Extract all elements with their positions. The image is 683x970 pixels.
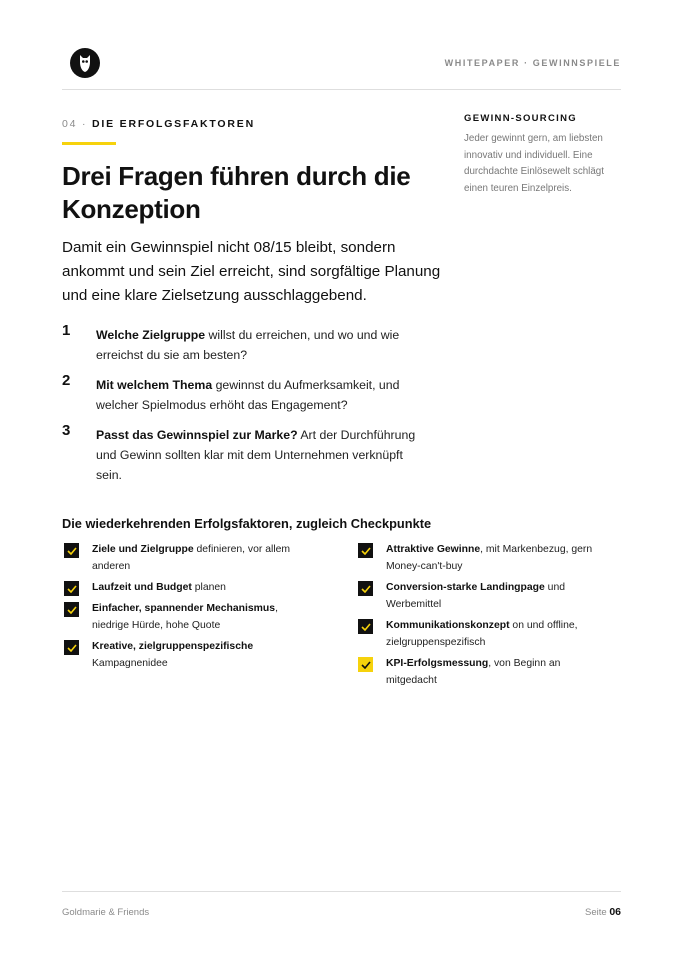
checklist-highlight: Laufzeit und Budget [92,582,192,593]
checklist-rest: definieren, vor allem anderen [92,544,291,572]
checklist-rest: , mit Markenbezug, gern Money-can't-buy [386,544,593,572]
sidebar-text: Jeder gewinnt gern, am liebsten innovativ und individuell. Eine durchdachte Einlösewelt schlägt einen teuren Einzelpreis. [464,133,604,194]
section-label [62,118,255,130]
checklist-rest: , von Beginn an mitgedacht [386,658,561,686]
checklist-text [92,600,317,634]
page-title: Drei Fragen führen durch die Konzeption [62,161,411,224]
checkbox-checked [64,602,79,617]
section-number: 04 [62,118,78,130]
question-number: 1 [62,322,71,339]
checklist-rest: on und offline, zielgruppenspezifisch [386,620,578,648]
checkmark-icon [361,661,371,669]
checklist-text [386,655,611,689]
section-separator: · [82,118,88,130]
checkmark-icon [67,585,77,593]
accent-underline [62,142,116,145]
checkbox-checked [358,543,373,558]
checklist-highlight: Einfacher, spannender Mechanismus [92,603,276,614]
question-text [96,325,422,365]
checklist-rest: und Werbemittel [386,582,566,610]
sidebar-note [464,113,629,197]
checkbox-checked [64,581,79,596]
header-divider [62,89,621,90]
question-rest: Art der Durchführung und Gewinn sollten klar mit dem Unternehmen verknüpft sein. [96,428,416,482]
checklist-text [386,617,611,651]
checkmark-icon [67,547,77,555]
section-title: DIE ERFOLGSFAKTOREN [92,118,255,130]
question-highlight: Welche Zielgruppe [96,328,206,342]
brand-logo [70,48,100,78]
page-label: Seite [585,907,607,918]
checklist-text [386,579,611,613]
checklist-text [92,541,317,575]
checkbox-checked [64,543,79,558]
checkmark-icon [67,606,77,614]
question-rest: gewinnst du Aufmerksamkeit, und welcher Spielmodus erhöht das Engagement? [96,378,400,412]
checklist-title: Die wiederkehrenden Erfolgsfaktoren, zugleich Checkpunkte [62,516,432,531]
checkbox-checked-highlight [358,657,373,672]
checklist-rest: Kampagnenidee [92,658,168,669]
checklist-text [92,579,317,596]
question-number: 3 [62,422,71,439]
checkmark-icon [67,644,77,652]
checklist-highlight: Attraktive Gewinne [386,544,481,555]
checkbox-checked [358,619,373,634]
checklist-highlight: Kommunikationskonzept [386,620,510,631]
checkbox-checked [64,640,79,655]
footer-company: Goldmarie & Friends [62,907,150,918]
checkmark-icon [361,547,371,555]
sidebar-title: GEWINN-SOURCING [464,113,577,124]
checkbox-checked [358,581,373,596]
checklist-rest: planen [191,582,226,593]
checklist-highlight: Ziele und Zielgruppe [92,544,194,555]
footer-divider [62,891,621,892]
question-text [96,375,422,415]
page-indicator [585,906,621,918]
checklist-rest: , niedrige Hürde, hohe Quote [92,603,278,631]
question-highlight: Mit welchem Thema [96,378,213,392]
checklist-text [386,541,611,575]
header-title: WHITEPAPER · GEWINNSPIELE [444,58,621,68]
question-rest: willst du erreichen, und wo und wie erreichst du sie am besten? [96,328,400,362]
checklist-text [92,638,317,672]
question-text [96,425,422,485]
checklist-highlight: Kreative, zielgruppenspezifische [92,641,254,652]
checklist-highlight: Conversion-starke Landingpage [386,582,545,593]
owl-logo-icon [77,53,93,73]
lead-paragraph: Damit ein Gewinnspiel nicht 08/15 bleibt, sondern ankommt und sein Ziel erreicht, sind sorgfältige Planung und eine klare Zielsetzung ausschlaggebend. [62,239,441,304]
question-number: 2 [62,372,71,389]
checkmark-icon [361,585,371,593]
page-number: 06 [609,906,621,918]
checklist-highlight: KPI-Erfolgsmessung [386,658,489,669]
checkmark-icon [361,623,371,631]
question-highlight: Passt das Gewinnspiel zur Marke? [96,428,298,442]
